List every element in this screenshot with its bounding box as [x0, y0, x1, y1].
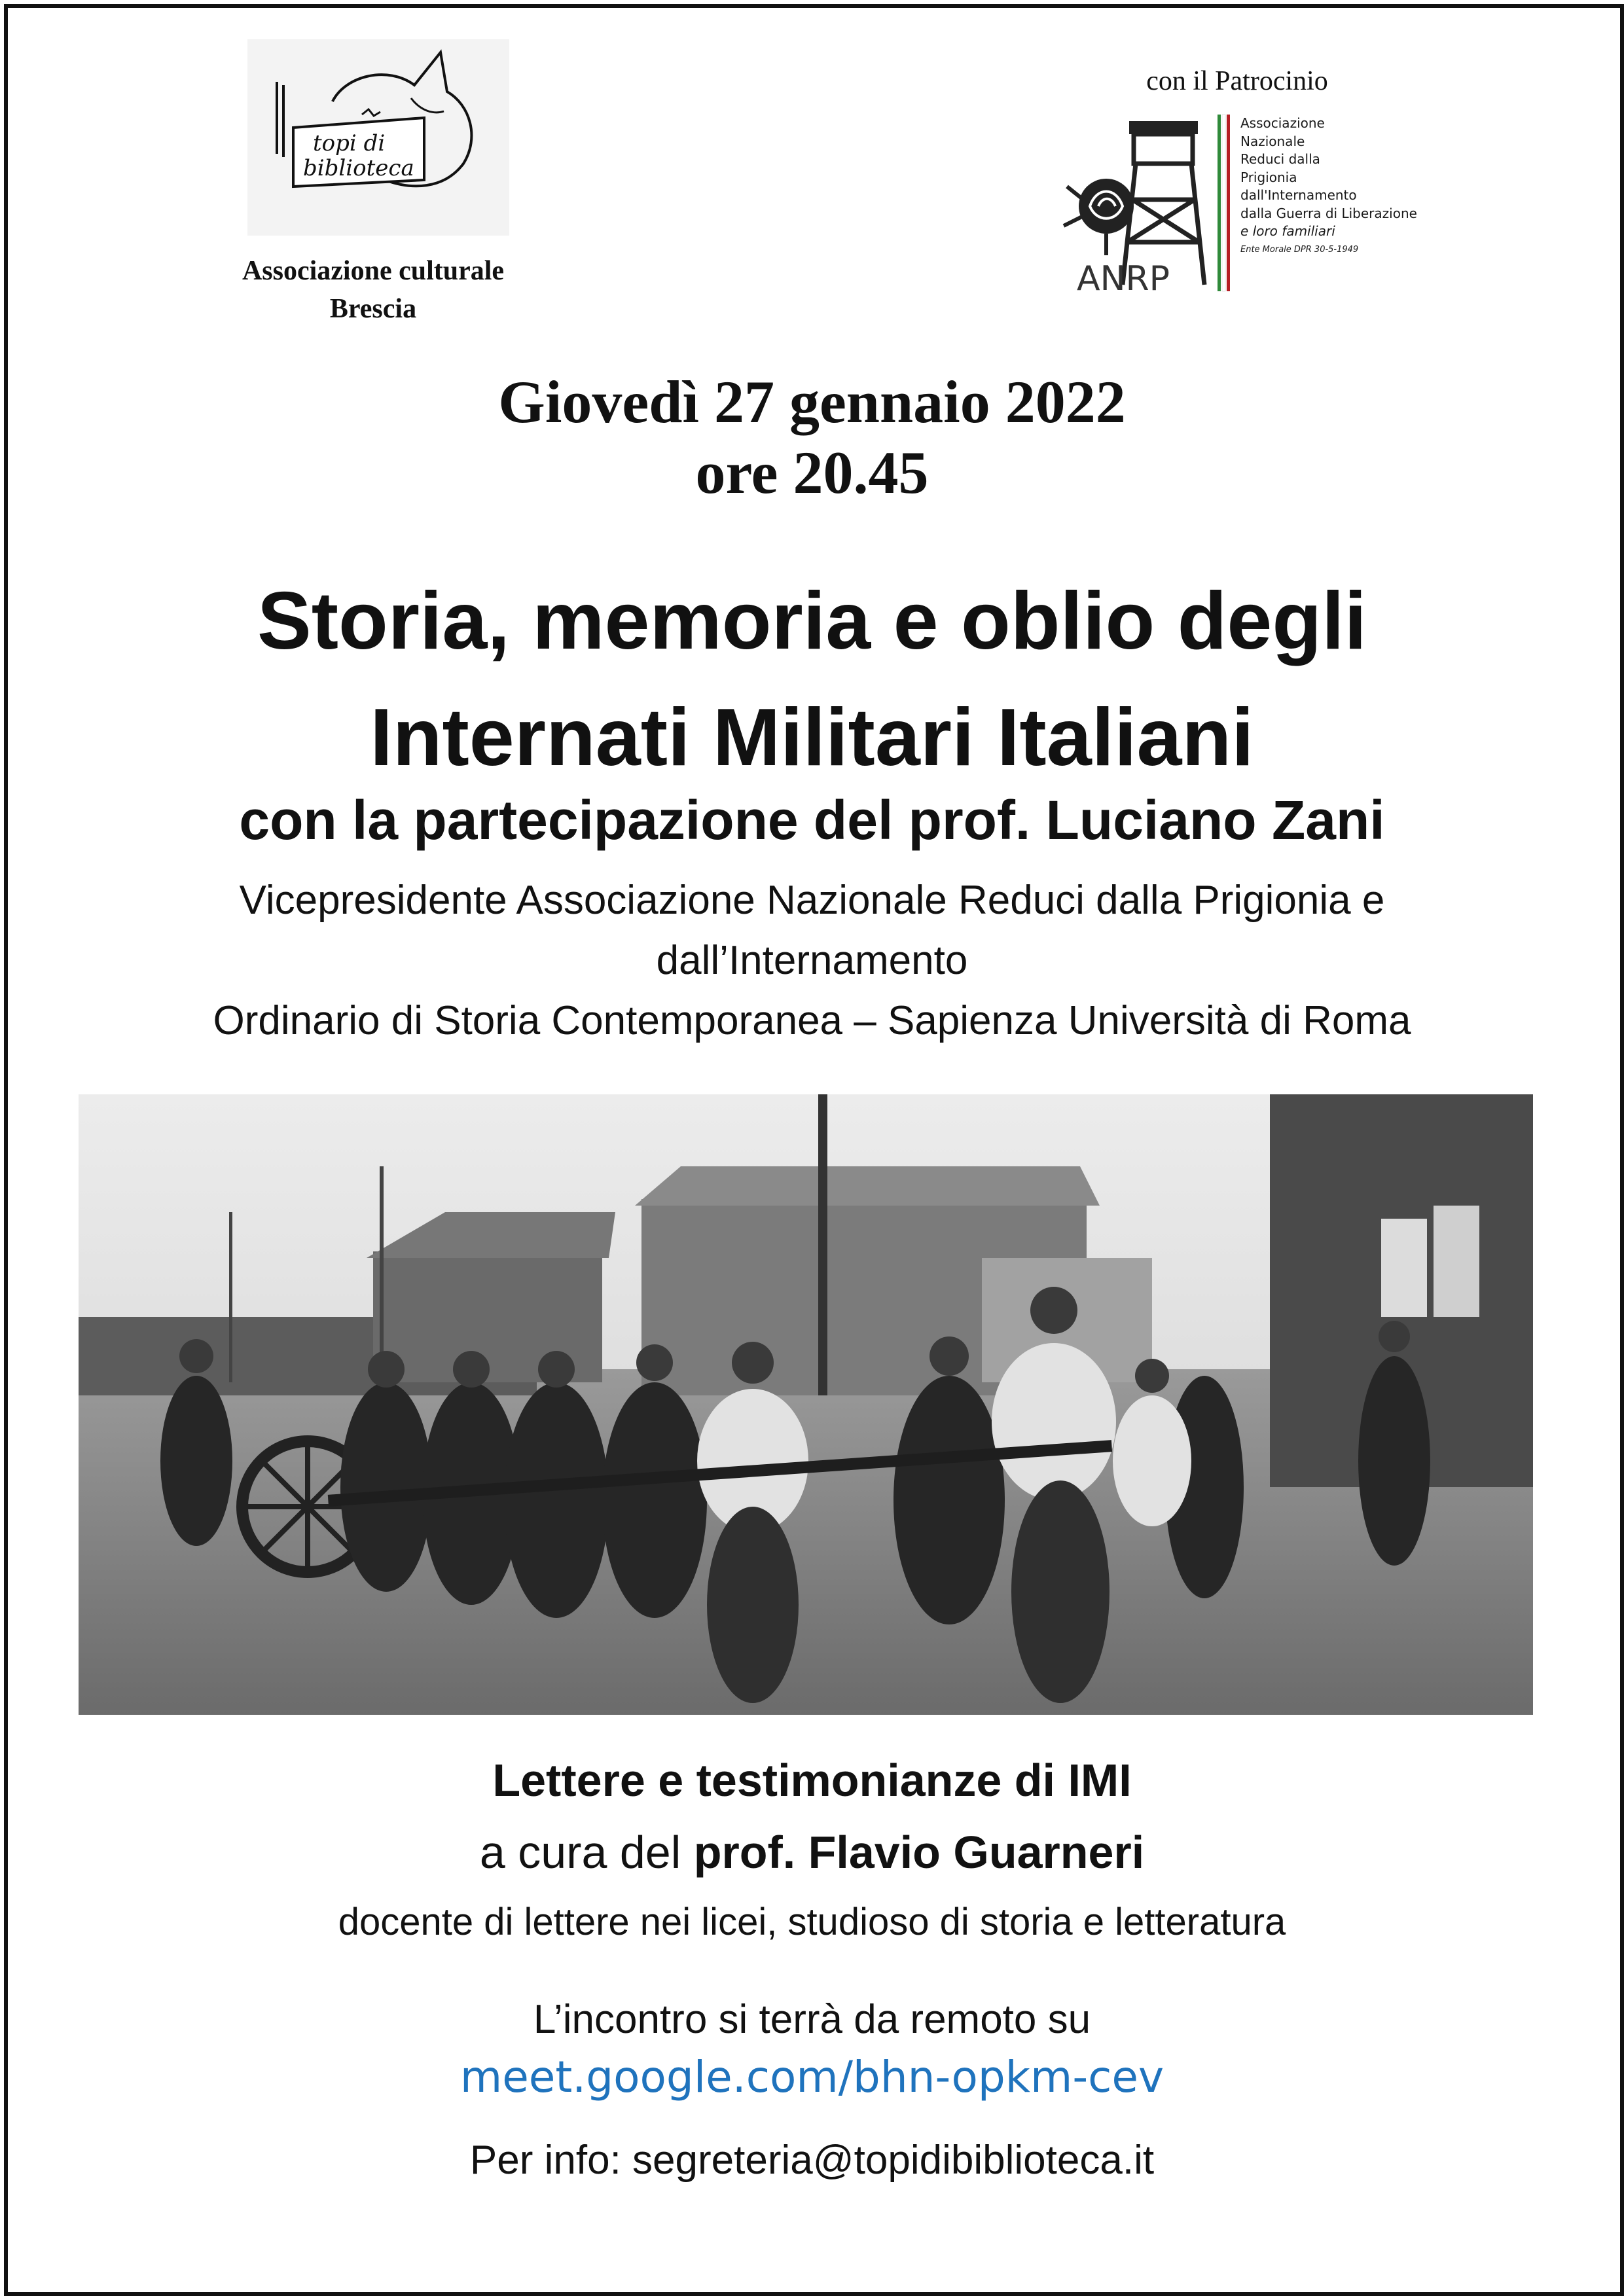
org-name: Associazione culturale [242, 256, 505, 286]
role-line1: Vicepresidente Associazione Nazionale Reduci dalla Prigionia e [239, 878, 1385, 923]
anrp-line: dalla Guerra di Liberazione [1240, 205, 1417, 221]
anrp-line: Reduci dalla [1240, 151, 1320, 167]
curator-name: prof. Flavio Guarneri [693, 1827, 1145, 1878]
anrp-footnote: Ente Morale DPR 30-5-1949 [1240, 244, 1359, 255]
anrp-logo [1060, 108, 1231, 298]
logo-text-line2: biblioteca [303, 155, 414, 181]
curator-description: docente di lettere nei licei, studioso di storia e letteratura [338, 1901, 1286, 1943]
remote-note: L’incontro si terrà da remoto su [533, 1997, 1091, 2042]
letters-heading: Lettere e testimonianze di IMI [492, 1755, 1132, 1806]
event-time: ore 20.45 [695, 439, 929, 506]
role-line2: dall’Internamento [656, 938, 968, 983]
event-date: Giovedì 27 gennaio 2022 [498, 368, 1126, 435]
speaker-intro: con la partecipazione del prof. Luciano Zani [239, 789, 1385, 851]
info-contact[interactable]: Per info: segreteria@topidibiblioteca.it [469, 2138, 1155, 2183]
patrocinio-label: con il Patrocinio [1146, 66, 1328, 96]
anrp-line: dall'Internamento [1240, 187, 1357, 203]
anrp-line: Associazione [1240, 115, 1325, 131]
title-line2: Internati Militari Italiani [370, 692, 1254, 783]
logo-text-line1: topi di [313, 130, 386, 156]
event-title [0, 563, 1624, 796]
role-line3: Ordinario di Storia Contemporanea – Sapienza Università di Roma [213, 998, 1411, 1043]
anrp-acronym: ANRP [1077, 259, 1170, 298]
meet-link[interactable]: meet.google.com/bhn-opkm-cev [460, 2052, 1164, 2102]
historic-photo [79, 1094, 1533, 1715]
anrp-line: Nazionale [1240, 133, 1305, 149]
anrp-line: e loro familiari [1240, 223, 1335, 239]
title-line1: Storia, memoria e oblio degli [257, 576, 1367, 666]
topi-di-biblioteca-logo [247, 39, 509, 236]
anrp-line: Prigionia [1240, 169, 1297, 185]
curator-line [0, 1826, 1624, 1878]
curator-prefix: a cura del [479, 1827, 694, 1878]
anrp-description [1240, 115, 1437, 259]
org-city: Brescia [329, 294, 417, 324]
event-date-block [0, 367, 1624, 508]
speaker-role [0, 870, 1624, 1051]
